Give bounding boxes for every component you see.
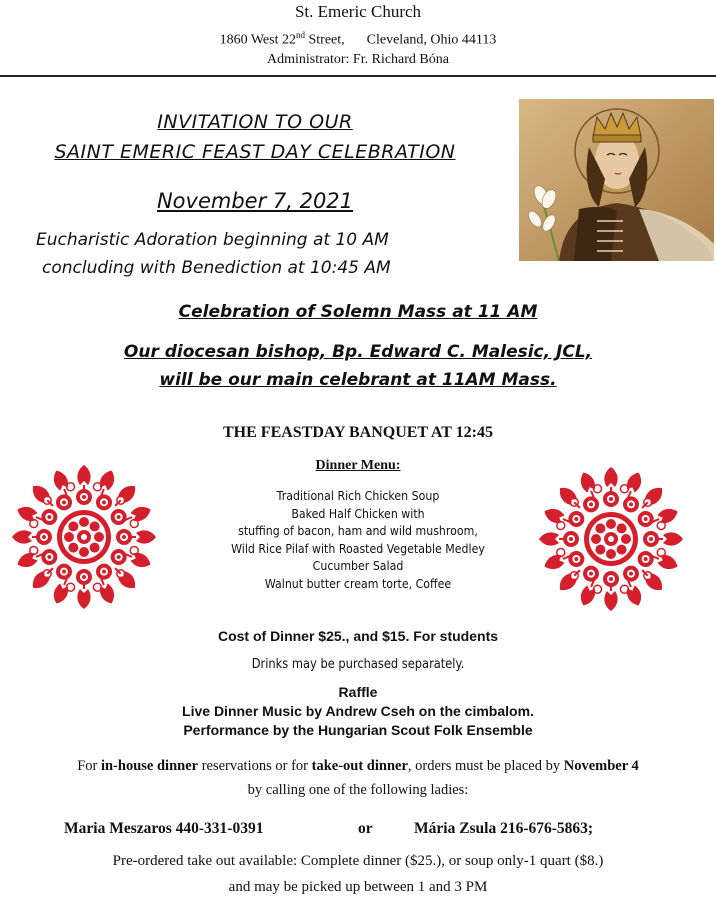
menu-item: Traditional Rich Chicken Soup [276, 488, 440, 503]
preorder-line-1: Pre-ordered take out available: Complete dinner ($25.), or soup only-1 quart ($8.) [112, 853, 604, 869]
hungarian-folk-rosette-icon [10, 463, 158, 611]
res-text: reservations or for [198, 758, 312, 774]
adoration-line-2: concluding with Benediction at 10:45 AM [42, 258, 391, 278]
menu-item: Cucumber Salad [312, 558, 404, 573]
res-text: For [77, 758, 101, 774]
header-divider [0, 75, 716, 77]
dinner-menu-title: Dinner Menu: [315, 458, 401, 473]
church-name: St. Emeric Church [294, 2, 422, 21]
event-date: November 7, 2021 [156, 189, 354, 213]
reservations-line-2: by calling one of the following ladies: [247, 782, 469, 798]
menu-item: Wild Rice Pilaf with Roasted Vegetable Medley [231, 540, 485, 556]
in-house-dinner: in-house dinner [100, 758, 199, 774]
celebrant-line: will be our main celebrant at 11AM Mass. [159, 370, 557, 390]
res-text: , orders must be placed by [407, 758, 564, 774]
street-prefix: 1860 West 22 [219, 32, 296, 48]
contact-maria-zsula: Mária Zsula 216-676-5863; [414, 820, 594, 837]
bishop-line: Our diocesan bishop, Bp. Edward C. Malesic, JCL, [123, 342, 593, 362]
invitation-line-2: SAINT EMERIC FEAST DAY CELEBRATION [54, 141, 456, 163]
raffle-label: Raffle [338, 684, 378, 700]
banquet-title: THE FEASTDAY BANQUET AT 12:45 [223, 424, 493, 441]
drinks-note: Drinks may be purchased separately. [251, 657, 465, 672]
invitation-line-1: INVITATION TO OUR [157, 111, 353, 133]
saint-emeric-portrait-icon [519, 99, 714, 261]
church-address [0, 30, 716, 49]
solemn-mass-line: Celebration of Solemn Mass at 11 AM [178, 302, 538, 322]
take-out-dinner: take-out dinner [311, 758, 408, 774]
reservations-line-1 [0, 758, 716, 775]
street-suffix: Street, [305, 32, 345, 48]
live-music-line: Live Dinner Music by Andrew Cseh on the cimbalom. [182, 703, 534, 719]
menu-item: stuffing of bacon, ham and wild mushroom, [238, 523, 478, 538]
adoration-line-1: Eucharistic Adoration beginning at 10 AM [36, 230, 389, 250]
contact-or: or [358, 820, 373, 837]
performance-line: Performance by the Hungarian Scout Folk Ensemble [183, 722, 533, 738]
administrator: Administrator: Fr. Richard Bóna [267, 52, 449, 67]
contact-maria-meszaros: Maria Meszaros 440-331-0391 [64, 820, 264, 837]
city-state-zip: Cleveland, Ohio 44113 [366, 32, 497, 48]
preorder-line-2: and may be picked up between 1 and 3 PM [228, 879, 488, 895]
menu-item: Walnut butter cream torte, Coffee [264, 575, 452, 591]
dinner-cost: Cost of Dinner $25., and $15. For students [217, 628, 499, 644]
order-deadline: November 4 [563, 758, 639, 774]
menu-item: Baked Half Chicken with [291, 505, 425, 521]
street-ordinal: nd [296, 30, 305, 40]
hungarian-folk-rosette-icon [537, 465, 685, 613]
